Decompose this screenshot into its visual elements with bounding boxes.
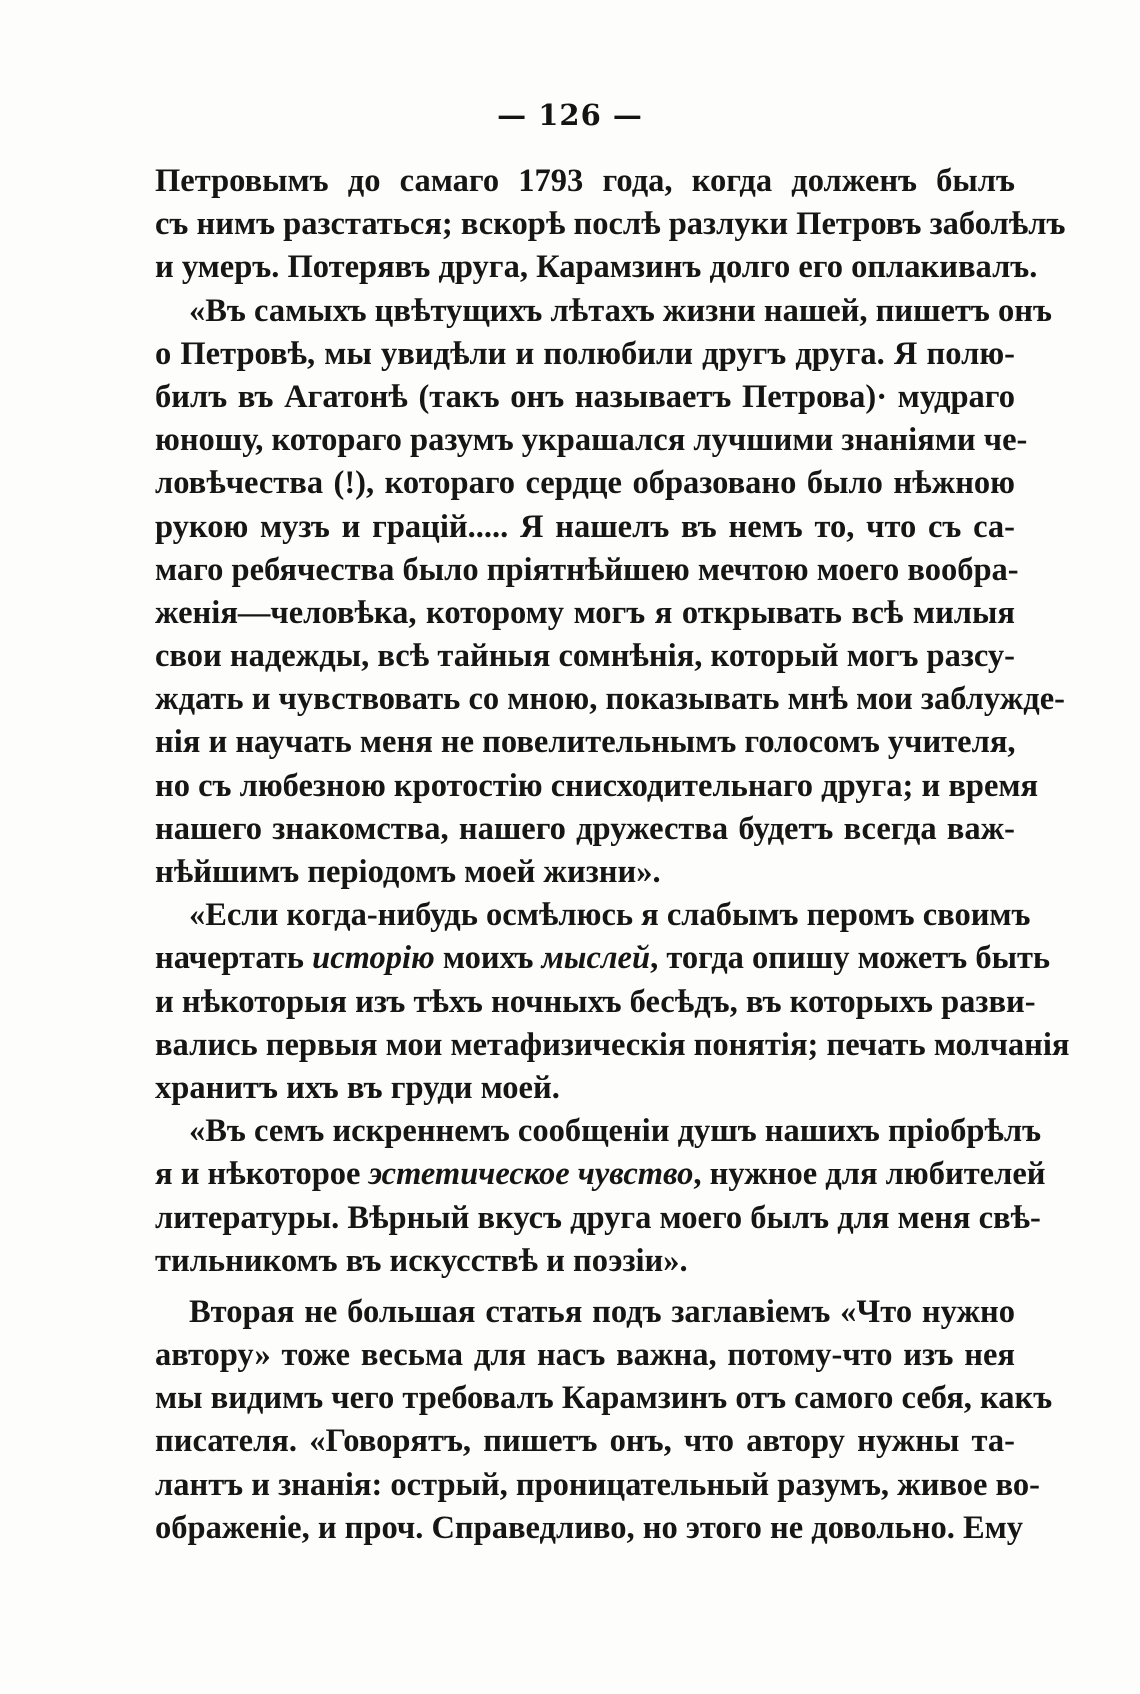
text-line: о Петровѣ, мы увидѣли и полюбили другъ друга. Я полю-	[155, 335, 1015, 372]
text-segment: моихъ	[434, 940, 542, 977]
text-line	[155, 1024, 1070, 1067]
text-segment: вались первыя мои метафизическія понятія; печать молчанія	[155, 1026, 1070, 1063]
text-line	[155, 894, 1031, 937]
text-line: ображеніе, и проч. Справедливо, но этого не довольно. Ему	[155, 1509, 1024, 1546]
text-line: свои надежды, всѣ тайныя сомнѣнія, который могъ разсу-	[155, 638, 1015, 675]
paragraph	[155, 894, 1070, 1110]
text-line	[155, 981, 1036, 1024]
italic-term: мыслей	[541, 940, 651, 977]
text-segment: , тогда опишу можетъ быть	[650, 940, 1051, 977]
text-line: Вторая не большая статья подъ заглавіемъ «Что нужно	[189, 1293, 1015, 1330]
text-line: автору» тоже весьма для насъ важна, потому-что изъ нея	[155, 1337, 1015, 1374]
text-line: «Въ самыхъ цвѣтущихъ лѣтахъ жизни нашей, пишетъ онъ	[189, 292, 1052, 329]
paragraph	[155, 1110, 1046, 1283]
text-line	[155, 937, 1051, 980]
text-line: ловѣчества (!), котораго сердце образовано было нѣжною	[155, 465, 1015, 502]
text-segment: , нужное для любителей	[693, 1156, 1046, 1193]
text-line: мы видимъ чего требовалъ Карамзинъ отъ самого себя, какъ	[155, 1380, 1053, 1417]
paragraph	[155, 1291, 1053, 1550]
text-line: Петровымъ до самаго 1793 года, когда долженъ былъ	[155, 163, 1015, 199]
paragraph-gap	[155, 1283, 1015, 1291]
text-segment: хранитъ ихъ въ груди моей.	[155, 1069, 560, 1106]
text-segment: «Если когда-нибудь осмѣлюсь я слабымъ перомъ своимъ	[189, 897, 1031, 934]
text-line	[155, 1110, 1042, 1153]
text-line: нѣйшимъ періодомъ моей жизни».	[155, 854, 661, 890]
text-line: лантъ и знанія: острый, проницательный разумъ, живое во-	[155, 1466, 1040, 1503]
text-line	[155, 1153, 1046, 1196]
text-line	[155, 1197, 1041, 1240]
text-line: юношу, котораго разумъ украшался лучшими знаніями че-	[155, 422, 1028, 459]
text-line: нія и научать меня не повелительнымъ голосомъ учителя,	[155, 724, 1016, 761]
paragraph	[155, 160, 1066, 290]
text-line: писателя. «Говорятъ, пишетъ онъ, что автору нужны та-	[155, 1423, 1015, 1460]
text-segment: начертать	[155, 940, 313, 977]
italic-term: эстетическое чувство	[368, 1156, 694, 1193]
text-line: нашего знакомства, нашего дружества будетъ всегда важ-	[155, 810, 1015, 847]
text-line: но съ любезною кротостію снисходительнаго друга; и время	[155, 767, 1039, 804]
text-line: рукою музъ и грацій..... Я нашелъ въ немъ то, что съ са-	[155, 508, 1015, 545]
text-line	[155, 1067, 1015, 1110]
paragraph	[155, 290, 1065, 895]
page-number: — 126 —	[497, 98, 643, 132]
body-text	[155, 160, 1070, 1550]
text-line: билъ въ Агатонѣ (такъ онъ называетъ Петрова)· мудраго	[155, 378, 1015, 415]
text-line: ждать и чувствовать со мною, показывать мнѣ мои заблужде-	[155, 681, 1065, 718]
text-segment: тильникомъ въ искусствѣ и поэзіи».	[155, 1242, 688, 1279]
text-segment: «Въ семъ искреннемъ сообщеніи душъ нашихъ пріобрѣлъ	[189, 1113, 1042, 1150]
text-line: маго ребячества было пріятнѣйшею мечтою моего вообра-	[155, 551, 1019, 588]
text-segment: литературы. Вѣрный вкусъ друга моего былъ для меня свѣ-	[155, 1199, 1041, 1236]
text-line	[155, 1240, 1015, 1283]
text-line: съ нимъ разстаться; вскорѣ послѣ разлуки Петровъ заболѣлъ	[155, 206, 1066, 243]
text-segment: я и нѣкоторое	[155, 1156, 369, 1193]
text-line: женія—человѣка, которому могъ я открывать всѣ милыя	[155, 594, 1015, 631]
text-line: и умеръ. Потерявъ друга, Карамзинъ долго его оплакивалъ.	[155, 249, 1038, 286]
italic-term: исторію	[312, 940, 435, 977]
text-segment: и нѣкоторыя изъ тѣхъ ночныхъ бесѣдъ, въ которыхъ разви-	[155, 983, 1036, 1020]
